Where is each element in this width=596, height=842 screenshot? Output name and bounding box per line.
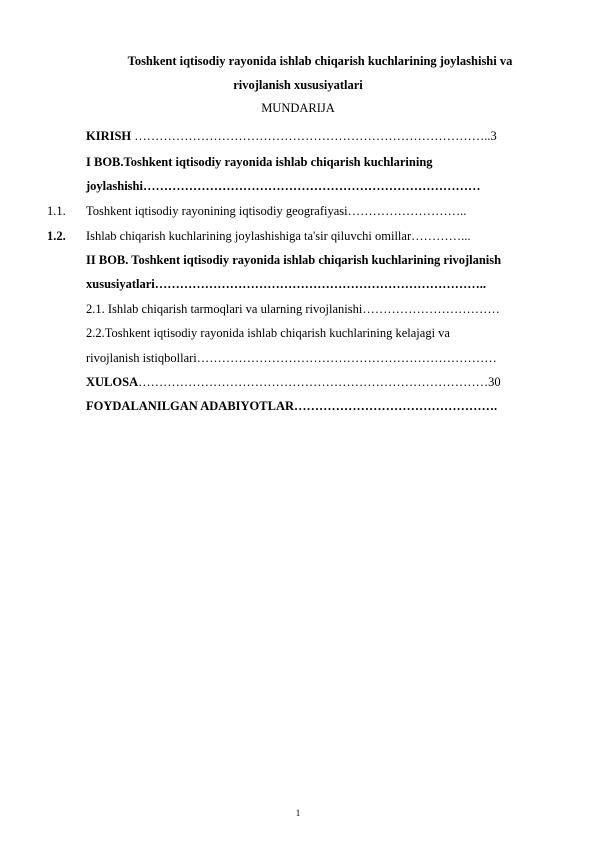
- toc-entry-1-2: [86, 228, 470, 244]
- page-number: 1: [295, 808, 301, 818]
- toc-entry-label: rivojlanish istiqbollari: [86, 351, 197, 365]
- toc-entry-label: 2.1. Ishlab chiqarish tarmoqlari va ularning rivojlanishi: [86, 302, 363, 316]
- toc-entry-chapter2-line2: [86, 276, 486, 292]
- toc-entry-kirish: [86, 128, 497, 144]
- toc-entry-1-1: [86, 203, 466, 219]
- toc-entry-leader: ………………………………………………………………………: [142, 179, 481, 193]
- toc-entry-chapter1-line2: [86, 178, 480, 194]
- toc-entry-leader: ………………………………………………………………: [196, 351, 497, 365]
- toc-entry-leader: …………...: [411, 229, 471, 243]
- toc-entry-leader: ………………………..: [347, 204, 467, 218]
- toc-entry-label: Toshkent iqtisodiy rayonining iqtisodiy geografiyasi: [86, 204, 348, 218]
- toc-entry-label: XULOSA: [86, 375, 139, 389]
- toc-entry-label: FOYDALANILGAN ADABIYOTLAR: [86, 399, 295, 413]
- toc-entry-chapter2-line1: II BOB. Toshkent iqtisodiy rayonida ishlab chiqarish kuchlarining rivojlanish: [86, 253, 502, 267]
- toc-entry-chapter1-line1: I BOB.Toshkent iqtisodiy rayonida ishlab chiqarish kuchlarining: [86, 155, 433, 169]
- toc-entry-2-1: [86, 301, 500, 317]
- toc-entry-label: Ishlab chiqarish kuchlarining joylashishiga ta'sir qiluvchi omillar: [86, 229, 412, 243]
- toc-entry-2-2-line2: [86, 350, 497, 366]
- toc-entry-label: joylashishi: [86, 179, 143, 193]
- toc-entry-label: xususiyatlari: [86, 277, 155, 291]
- toc-entry-xulosa: [86, 374, 501, 390]
- toc-entry-leader: ……………………………………………………………………..: [154, 277, 487, 291]
- toc-entry-2-2-line1: 2.2.Toshkent iqtisodiy rayonida ishlab chiqarish kuchlarining kelajagi va: [86, 326, 450, 340]
- document-title-line2: rivojlanish xususiyatlari: [233, 78, 363, 92]
- toc-entry-leader: ………………………………………….: [294, 399, 498, 413]
- contents-heading: MUNDARIJA: [261, 101, 335, 115]
- toc-entry-leader: …………………………………………………………………………..3: [134, 129, 497, 143]
- toc-number-1-2: 1.2.: [47, 229, 66, 243]
- toc-number-1-1: 1.1.: [47, 204, 66, 218]
- toc-entry-bibliography: [86, 398, 497, 414]
- toc-entry-leader: …………………………………………………………………………30: [138, 375, 501, 389]
- document-title-line1: Toshkent iqtisodiy rayonida ishlab chiqarish kuchlarining joylashishi va: [127, 54, 513, 68]
- toc-entry-label: KIRISH: [86, 129, 135, 143]
- toc-entry-leader: ……………………………: [362, 302, 500, 316]
